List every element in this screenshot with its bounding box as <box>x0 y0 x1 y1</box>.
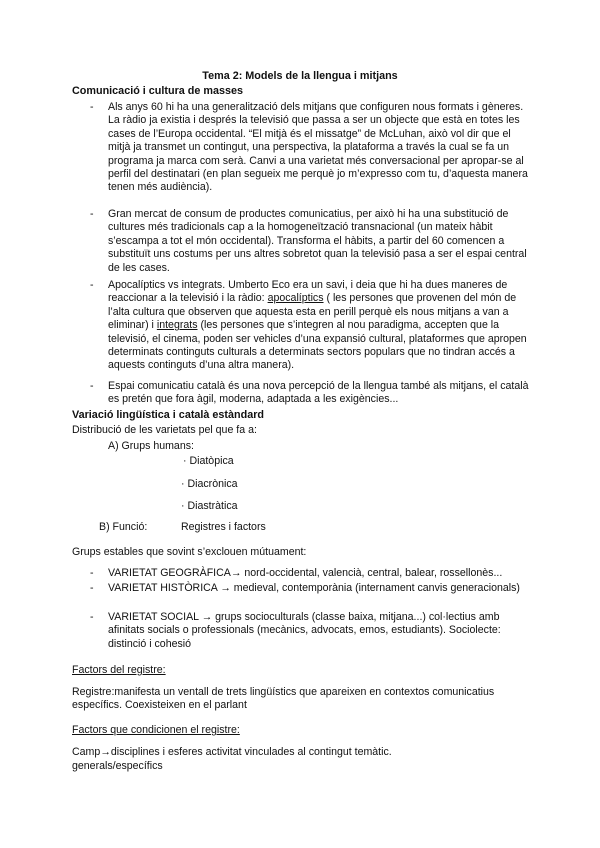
factors-condicionen-heading: Factors que condicionen el registre: <box>72 724 240 736</box>
group-b-label: B) Funció: <box>99 521 148 533</box>
bullet-dash: - <box>90 567 94 579</box>
bullet-text-part: ( les persones que provenen del món de l’alta cultura que observen que aquesta esta en perill perquè els nous mitjans a van a eliminar) i <box>108 292 517 332</box>
bullet-text: VARIETAT HISTÒRICA → medieval, contemporània (internament canvis generacionals) <box>108 582 520 594</box>
bullet-dash: - <box>90 101 94 113</box>
factors-registre-heading: Factors del registre: <box>72 664 166 676</box>
list-item <box>90 567 530 580</box>
group-a-label: A) Grups humans: <box>108 440 194 452</box>
variety-item: · Diastràtica <box>181 500 238 512</box>
bullet-text <box>108 279 530 373</box>
section-heading-variacio: Variació lingüística i català estàndard <box>72 409 265 421</box>
section-heading-comunicacio: Comunicació i cultura de masses <box>72 85 244 97</box>
term-apocaliptics: apocalíptics <box>267 292 324 305</box>
bullet-text-part: (les persones que s’integren al nou paradigma, accepten que la televisió, el cinema, poden ser vehicles d’una expansió cultural, plataformes que apropen determinats continguts culturals a determinats sectors populars que no tindran accés a aquests continguts d’una altra manera). <box>108 319 527 372</box>
list-item <box>90 611 530 651</box>
generals-line: generals/específics <box>72 760 163 772</box>
bullet-text-part: Apocalíptics vs integrats. Umberto Eco era un savi, i deia que hi ha dues maneres de reaccionar a la televisió i la ràdio: <box>108 279 508 305</box>
list-item <box>90 380 530 407</box>
variety-item: · Diacrònica <box>181 478 238 490</box>
bullet-text: Gran mercat de consum de productes comunicatius, per això hi ha una substitució de cultures més tradicionals cap a la homogeneïtzació transnacional (un mateix hàbit s’escampa a tot el món occidental). Transforma el hàbits, a partir del 60 comencen a substituït uns costums per uns altres sobretot quan la televisió pasa a ser el espai central de les cases. <box>108 208 527 274</box>
registre-definition: Registre:manifesta un ventall de trets lingüístics que apareixen en contextos comunicatius específics. Coexisteixen en el parlant <box>72 686 495 712</box>
bullet-dash: - <box>90 208 94 220</box>
term-integrats: integrats <box>156 319 198 332</box>
list-item <box>90 279 530 373</box>
distribution-intro: Distribució de les varietats pel que fa a: <box>72 424 257 436</box>
group-b-value: Registres i factors <box>181 521 266 533</box>
bullet-text: VARIETAT GEOGRÀFICA→ nord-occidental, valencià, central, balear, rossellonès... <box>108 567 503 579</box>
bullet-dash: - <box>90 582 94 594</box>
list-item <box>90 208 530 275</box>
bullet-dash: - <box>90 611 94 623</box>
bullet-dash: - <box>90 380 94 392</box>
bullet-dash: - <box>90 279 94 291</box>
list-item <box>90 101 530 195</box>
variety-item: · Diatòpica <box>183 455 234 467</box>
bullet-text: VARIETAT SOCIAL → grups socioculturals (classe baixa, mitjana...) col·lectius amb afinitats socials o professionals (mecànics, advocats, emos, estudiants). Sociolecte: distinció i cohesió <box>108 611 501 650</box>
bullet-text: Als anys 60 hi ha una generalització dels mitjans que configuren nous formats i gèneres. La ràdio ja existia i després la televisió que passa a ser un objecte que està en totes les cases de l’Europa occidental. “El mitjà és el missatge” de McLuhan, això vol dir que el mitjà ja transmet un contingut, una perspectiva, la plataforma a través la cual se fa un programa ja marca com serà. Canvi a una varietat més conversacional per apropar-se al perfil del destinatari (en plan segueix me perquè jo m’expresso com tu, d’aquesta manera tenen més audiència). <box>108 101 528 194</box>
camp-line: Camp→disciplines i esferes activitat vinculades al contingut temàtic. <box>72 746 392 758</box>
page-title: Tema 2: Models de la llengua i mitjans <box>202 70 398 82</box>
bullet-text: Espai comunicatiu català és una nova percepció de la llengua també als mitjans, el català es pretén que fora àgil, moderna, adaptada a les exigències... <box>108 380 529 406</box>
stable-groups-intro: Grups estables que sovint s’exclouen mútuament: <box>72 546 307 558</box>
list-item <box>90 582 530 595</box>
